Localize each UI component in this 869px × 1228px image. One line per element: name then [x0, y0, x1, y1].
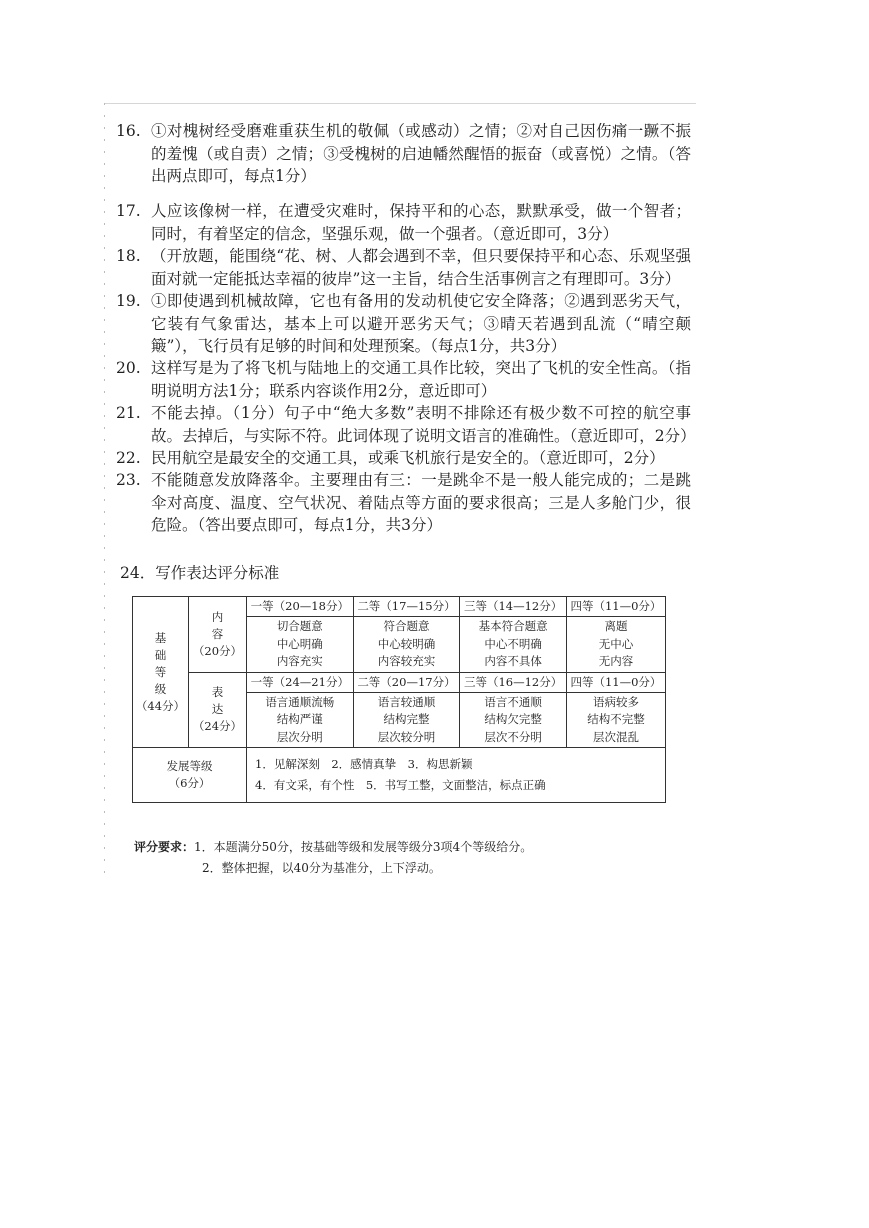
content-level-4: 四等（11—0分）	[566, 597, 665, 617]
content-criteria-4: 离题 无中心 无内容	[566, 617, 665, 673]
development-level-label: 发展等级 （6分）	[133, 748, 247, 803]
content-criteria-3: 基本符合题意 中心不明确 内容不具体	[460, 617, 567, 673]
expression-criteria-1: 语言通顺流畅 结构严谨 层次分明	[247, 692, 354, 748]
expression-level-1: 一等（24—21分）	[247, 672, 354, 692]
grading-requirement-2: 2．整体把握，以40分为基准分，上下浮动。	[202, 861, 441, 875]
answer-18: 18. （开放题，能围绕“花、树、人都会遇到不幸，但只要保持平和心态、乐观坚强面对就一定能抵达幸福的彼岸”这一主旨，结合生活事例言之有理即可。3分）	[116, 247, 691, 288]
content-criteria-1: 切合题意 中心明确 内容充实	[247, 617, 354, 673]
answer-16: 16. ①对槐树经受磨难重获生机的敬佩（或感动）之情；②对自己因伤痛一蹶不振的羞愧（或自责）之情；③受槐树的启迪幡然醒悟的振奋（或喜悦）之情。（答出两点即可，每点1分）	[116, 122, 691, 186]
answer-20: 20. 这样写是为了将飞机与陆地上的交通工具作比较，突出了飞机的安全性高。（指明说明方法1分；联系内容谈作用2分，意近即可）	[116, 359, 691, 400]
basic-level-label: 基 础 等 级 （44分）	[133, 597, 189, 748]
scan-edge-dots	[104, 103, 105, 883]
expression-level-3: 三等（16—12分）	[460, 672, 567, 692]
writing-grading-table	[132, 596, 666, 803]
grading-requirement-1: 评分要求：1．本题满分50分，按基础等级和发展等级分3项4个等级给分。	[134, 840, 533, 854]
writing-heading: 24．写作表达评分标准	[120, 564, 280, 582]
development-items: 1．见解深刻 2．感情真挚 3．构思新颖 4．有文采，有个性 5．书写工整，文面整洁，标点正确	[247, 748, 666, 803]
scan-edge-line	[104, 103, 696, 104]
expression-level-4: 四等（11—0分）	[566, 672, 665, 692]
expression-criteria-4: 语病较多 结构不完整 层次混乱	[566, 692, 665, 748]
content-level-2: 二等（17—15分）	[353, 597, 460, 617]
expression-label: 表 达 （24分）	[189, 672, 247, 748]
expression-criteria-3: 语言不通顺 结构欠完整 层次不分明	[460, 692, 567, 748]
content-level-3: 三等（14—12分）	[460, 597, 567, 617]
answer-23: 23. 不能随意发放降落伞。主要理由有三：一是跳伞不是一般人能完成的；二是跳伞对高度、温度、空气状况、着陆点等方面的要求很高；三是人多舱门少，很危险。（答出要点即可，每点1分，共3分）	[116, 471, 691, 535]
answer-19: 19. ①即使遇到机械故障，它也有备用的发动机使它安全降落；②遇到恶劣天气，它装有气象雷达，基本上可以避开恶劣天气；③晴天若遇到乱流（“晴空颠簸”），飞行员有足够的时间和处理预案。（每点1分，共3分）	[116, 292, 691, 356]
answer-22: 22. 民用航空是最安全的交通工具，或乘飞机旅行是安全的。（意近即可，2分）	[116, 449, 665, 467]
answer-17: 17. 人应该像树一样，在遭受灾难时，保持平和的心态，默默承受，做一个智者；同时，有着坚定的信念，坚强乐观，做一个强者。（意近即可，3分）	[116, 202, 691, 243]
scanned-answer-sheet	[104, 103, 696, 883]
answer-21: 21. 不能去掉。（1分）句子中“绝大多数”表明不排除还有极少数不可控的航空事故。去掉后，与实际不符。此词体现了说明文语言的准确性。（意近即可，2分）	[116, 404, 696, 445]
expression-criteria-2: 语言较通顺 结构完整 层次较分明	[353, 692, 460, 748]
expression-level-2: 二等（20—17分）	[353, 672, 460, 692]
content-label: 内 容 （20分）	[189, 597, 247, 673]
content-level-1: 一等（20—18分）	[247, 597, 354, 617]
content-criteria-2: 符合题意 中心较明确 内容较充实	[353, 617, 460, 673]
